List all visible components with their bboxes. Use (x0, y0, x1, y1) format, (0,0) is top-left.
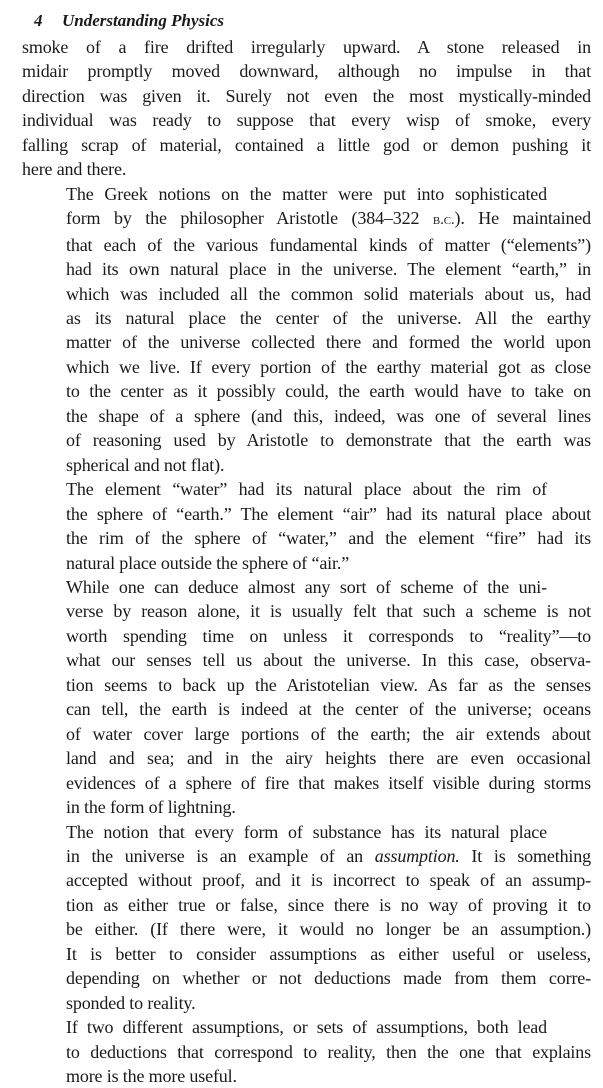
text-line (22, 795, 591, 819)
paragraph (22, 182, 591, 477)
text-line (22, 1064, 591, 1088)
body-text (22, 35, 591, 1088)
text-run: what our senses tell us about the universe. In this case, observa- (66, 650, 591, 671)
text-line (22, 648, 591, 672)
page-number: 4 (34, 11, 43, 30)
paragraph (22, 575, 591, 820)
running-title: Understanding Physics (62, 11, 224, 30)
paragraph (22, 35, 591, 182)
text-run: smoke of a fire drifted irregularly upward. A stone released in (22, 37, 591, 57)
text-line (22, 182, 591, 206)
text-run: land and sea; and in the airy heights there are even occasional (66, 748, 591, 769)
emphasized-term: assumption. (374, 845, 460, 866)
text-line (22, 771, 591, 795)
text-line (22, 84, 591, 108)
paragraph (22, 820, 591, 1016)
text-line (22, 306, 591, 330)
text-run: here and there. (22, 159, 127, 180)
text-run: It is better to consider assumptions as either useful or useless, (66, 943, 591, 964)
text-run: can tell, the earth is indeed at the center of the universe; oceans (66, 699, 591, 720)
text-run: If two different assumptions, or sets of assumptions, both lead (66, 1017, 547, 1038)
text-run: that each of the various fundamental kinds of matter (“elements”) (66, 234, 591, 255)
text-run: the shape of a sphere (and this, indeed, was one of several lines (66, 405, 591, 426)
text-run: to deductions that correspond to reality, then the one that explains (66, 1041, 591, 1062)
era-abbreviation: b.c. (432, 212, 455, 229)
text-run: The notion that every form of substance has its natural place (66, 821, 547, 842)
text-run: depending on whether or not deductions made from them corre- (66, 968, 591, 989)
text-line (22, 575, 591, 599)
text-run: to the center as it possibly could, the earth would have to take on (66, 381, 591, 402)
text-run: worth spending time on unless it corresponds to “reality”—to (66, 625, 591, 646)
text-line (22, 428, 591, 452)
text-line (22, 697, 591, 721)
text-run: The element “water” had its natural place about the rim of (66, 479, 547, 500)
text-run: the rim of the sphere of “water,” and the element “fire” had its (66, 528, 591, 549)
text-line (22, 820, 591, 844)
text-line (22, 206, 591, 232)
text-line (22, 526, 591, 550)
text-run: had its own natural place in the universe. The element “earth,” in (66, 259, 591, 280)
text-run: as its natural place the center of the universe. All the earthy (66, 307, 591, 328)
text-line (22, 157, 591, 181)
text-line (22, 282, 591, 306)
text-run: It is something (459, 845, 591, 866)
text-line (22, 233, 591, 257)
text-line (22, 453, 591, 477)
text-run: evidences of a sphere of fire that makes itself visible during storms (66, 772, 591, 793)
paragraph (22, 1015, 591, 1088)
text-run: ). He maintained (454, 208, 591, 229)
text-line (22, 942, 591, 966)
text-line (22, 502, 591, 526)
text-line (22, 477, 591, 501)
paragraph (22, 477, 591, 575)
text-run: midair promptly moved downward, although no impulse in that (22, 61, 591, 82)
text-run: the sphere of “earth.” The element “air” had its natural place about (66, 503, 591, 524)
text-run: tion seems to back up the Aristotelian view. As far as the senses (66, 674, 591, 695)
text-line (22, 133, 591, 157)
text-line (22, 35, 591, 59)
text-line (22, 108, 591, 132)
text-line (22, 355, 591, 379)
text-line (22, 599, 591, 623)
text-run: verse by reason alone, it is usually felt that such a scheme is not (66, 601, 591, 622)
text-run: tion as either true or false, since there is no way of proving it to (66, 894, 591, 915)
text-run: falling scrap of material, contained a little god or demon pushing it (22, 134, 591, 155)
text-run: sponded to reality. (66, 992, 196, 1013)
text-run: While one can deduce almost any sort of scheme of the uni- (66, 576, 547, 597)
text-line (22, 257, 591, 281)
text-run: in the universe is an example of an (66, 845, 375, 866)
text-run: more is the more useful. (66, 1066, 237, 1087)
text-line (22, 991, 591, 1015)
text-line (22, 624, 591, 648)
text-run: natural place outside the sphere of “air.” (66, 552, 350, 573)
text-run: accepted without proof, and it is incorrect to speak of an assump- (66, 870, 591, 891)
text-line (22, 673, 591, 697)
text-run: of water cover large portions of the earth; the air extends about (66, 723, 591, 744)
text-line (22, 893, 591, 917)
text-run: The Greek notions on the matter were put into sophisticated (66, 183, 547, 204)
text-run: direction was given it. Surely not even the most mystically-minded (22, 85, 591, 106)
text-line (22, 917, 591, 941)
text-run: spherical and not flat). (66, 454, 225, 475)
text-run: of reasoning used by Aristotle to demonstrate that the earth was (66, 430, 591, 451)
text-line (22, 404, 591, 428)
text-line (22, 551, 591, 575)
text-run: individual was ready to suppose that every wisp of smoke, every (22, 110, 591, 131)
text-line (22, 59, 591, 83)
text-line (22, 868, 591, 892)
text-line (22, 330, 591, 354)
text-line (22, 844, 591, 868)
text-line (22, 966, 591, 990)
text-run: matter of the universe collected there and formed the world upon (66, 332, 591, 353)
text-run: in the form of lightning. (66, 797, 236, 818)
text-line (22, 379, 591, 403)
text-run: which we live. If every portion of the earthy material got as close (66, 356, 591, 377)
text-line (22, 1040, 591, 1064)
running-head (34, 10, 591, 32)
text-run: be either. (If there were, it would no longer be an assumption.) (66, 919, 591, 940)
text-run: which was included all the common solid materials about us, had (66, 283, 591, 304)
text-run: form by the philosopher Aristotle (384–322 (66, 208, 433, 229)
text-line (22, 722, 591, 746)
text-line (22, 746, 591, 770)
